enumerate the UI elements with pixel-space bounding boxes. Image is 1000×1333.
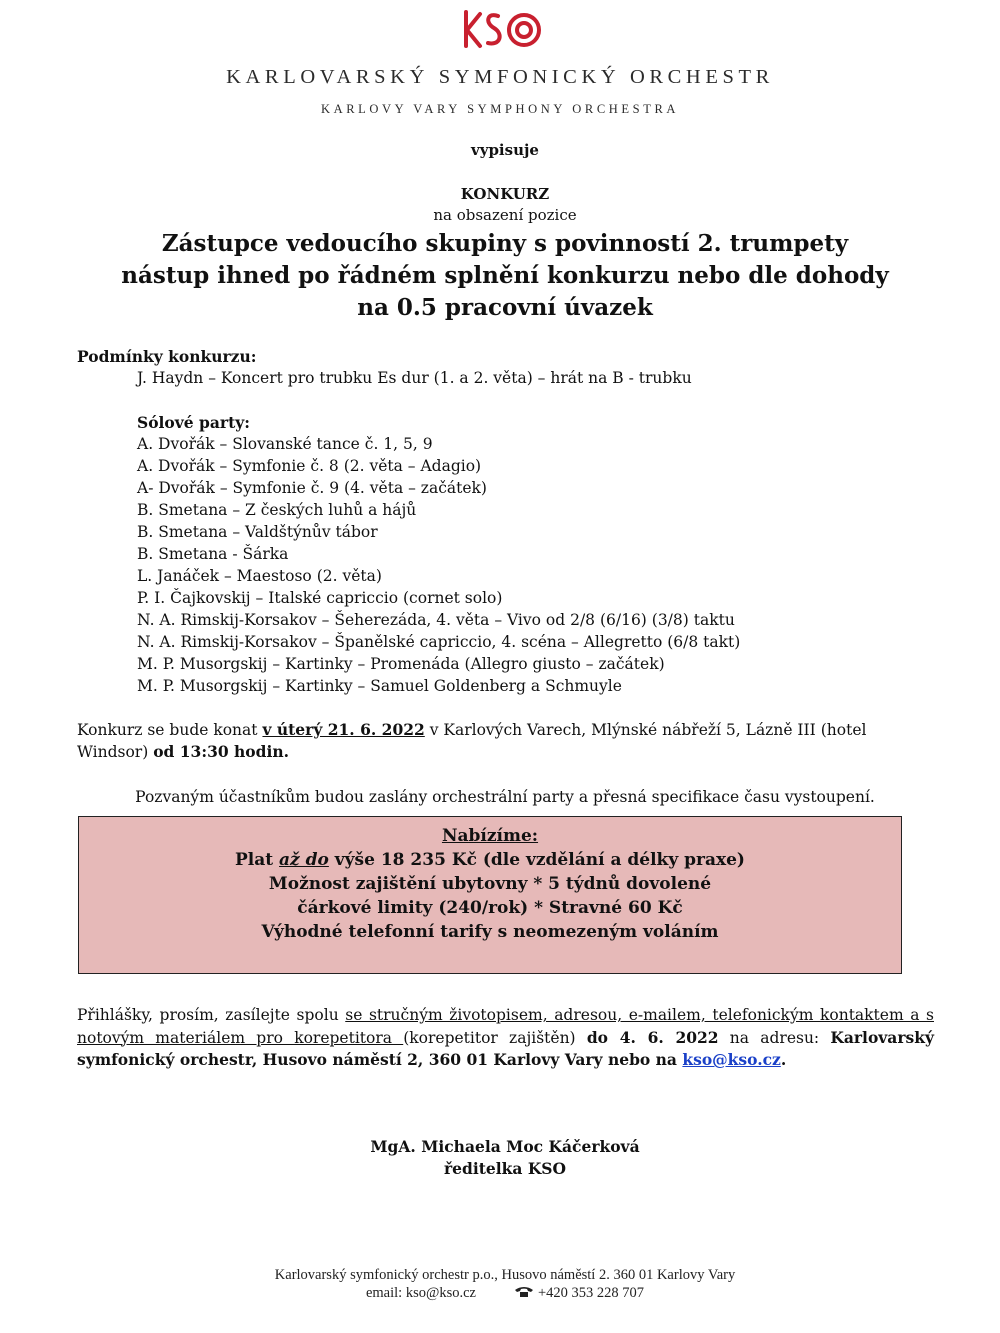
footer-phone: +420 353 228 707: [537, 1285, 645, 1301]
application-end: .: [780, 1050, 787, 1069]
audition-note: Pozvaným účastníkům budou zaslány orchestrální party a přesná specifikace času vystoupení.: [135, 788, 875, 806]
application-instructions: [77, 1004, 934, 1072]
position-title-line1: Zástupce vedoucího skupiny s povinností 2. trumpety: [161, 230, 849, 257]
solo-parts-list: [137, 433, 740, 697]
footer-email: email: kso@kso.cz: [365, 1285, 476, 1301]
org-name-en: KARLOVY VARY SYMPHONY ORCHESTRA: [320, 102, 680, 116]
list-item: M. P. Musorgskij – Kartinky – Promenáda (Allegro giusto – začátek): [137, 655, 665, 673]
application-note: (korepetitor zajištěn): [403, 1028, 587, 1047]
audition-text: Konkurz se bude konat: [77, 721, 263, 739]
list-item: M. P. Musorgskij – Kartinky – Samuel Goldenberg a Schmuyle: [137, 677, 622, 695]
audition-place: v Karlových Varech, Mlýnské nábřeží 5, Lázně III (hotel Windsor): [77, 721, 867, 761]
offer-salary-emphasis: až do: [279, 850, 329, 870]
solo-parts-title: Sólové party:: [137, 413, 250, 432]
offer-box: [78, 816, 902, 974]
application-requirements: se stručným životopisem, adresou, e-mailem, telefonickým kontaktem a s notovým materiálem pro korepetitora: [77, 1006, 934, 1047]
offer-salary-amount: výše 18 235 Kč (dle vzdělání a délky praxe): [328, 850, 745, 870]
list-item: B. Smetana – Z českých luhů a hájů: [137, 501, 417, 519]
audition-time: od 13:30 hodin.: [153, 742, 290, 761]
offer-salary-prefix: Plat: [235, 850, 280, 870]
list-item: A. Dvořák – Symfonie č. 8 (2. věta – Adagio): [137, 457, 482, 475]
offer-line: čárkové limity (240/rok) * Stravné 60 Kč: [297, 898, 683, 918]
position-title-line3: na 0.5 pracovní úvazek: [357, 294, 653, 321]
offer-salary: [79, 848, 901, 872]
application-address: Karlovarský symfonický orchestr, Husovo náměstí 2, 360 01 Karlovy Vary nebo na: [77, 1027, 934, 1069]
offer-line: Výhodné telefonní tarify s neomezeným voláním: [261, 922, 719, 942]
announces-text: vypisuje: [471, 141, 539, 159]
footer-address: Karlovarský symfonický orchestr p.o., Husovo náměstí 2. 360 01 Karlovy Vary: [274, 1267, 736, 1283]
list-item: P. I. Čajkovskij – Italské capriccio (cornet solo): [137, 589, 503, 607]
offer-line: Možnost zajištění ubytovny * 5 týdnů dovolené: [268, 874, 712, 894]
list-item: L. Janáček – Maestoso (2. věta): [137, 567, 382, 585]
position-title-line2: nástup ihned po řádném splnění konkurzu nebo dle dohody: [121, 262, 889, 289]
audition-date: v úterý 21. 6. 2022: [262, 720, 425, 739]
footer-contact: [0, 1285, 1000, 1302]
signatory-role: ředitelka KSO: [443, 1159, 566, 1178]
list-item: N. A. Rimskij-Korsakov – Šeherezáda, 4. věta – Vivo od 2/8 (6/16) (3/8) taktu: [137, 611, 735, 629]
list-item: A. Dvořák – Slovanské tance č. 1, 5, 9: [137, 435, 433, 453]
signatory-name: MgA. Michaela Moc Káčerková: [370, 1137, 640, 1156]
email-link[interactable]: kso@kso.cz: [682, 1050, 781, 1069]
for-position-text: na obsazení pozice: [433, 206, 577, 224]
list-item: N. A. Rimskij-Korsakov – Španělské capriccio, 4. scéna – Allegretto (6/8 takt): [137, 633, 741, 651]
kso-logo: [458, 6, 548, 52]
concerto-requirement: J. Haydn – Koncert pro trubku Es dur (1. a 2. věta) – hrát na B - trubku: [137, 369, 692, 387]
conditions-label: Podmínky konkurzu:: [77, 347, 257, 366]
konkurz-heading: KONKURZ: [460, 185, 550, 203]
phone-icon: [514, 1286, 534, 1298]
application-text: Přihlášky, prosím, zasílejte spolu: [77, 1006, 346, 1024]
list-item: B. Smetana - Šárka: [137, 545, 289, 563]
application-deadline: do 4. 6. 2022: [586, 1027, 719, 1047]
org-name-cz: KARLOVARSKÝ SYMFONICKÝ ORCHESTR: [226, 66, 774, 88]
list-item: B. Smetana – Valdštýnův tábor: [137, 523, 378, 541]
offer-title: Nabízíme:: [441, 826, 539, 846]
application-text-2: na adresu:: [718, 1028, 831, 1047]
audition-details: [77, 719, 937, 763]
list-item: A- Dvořák – Symfonie č. 9 (4. věta – začátek): [137, 479, 487, 497]
